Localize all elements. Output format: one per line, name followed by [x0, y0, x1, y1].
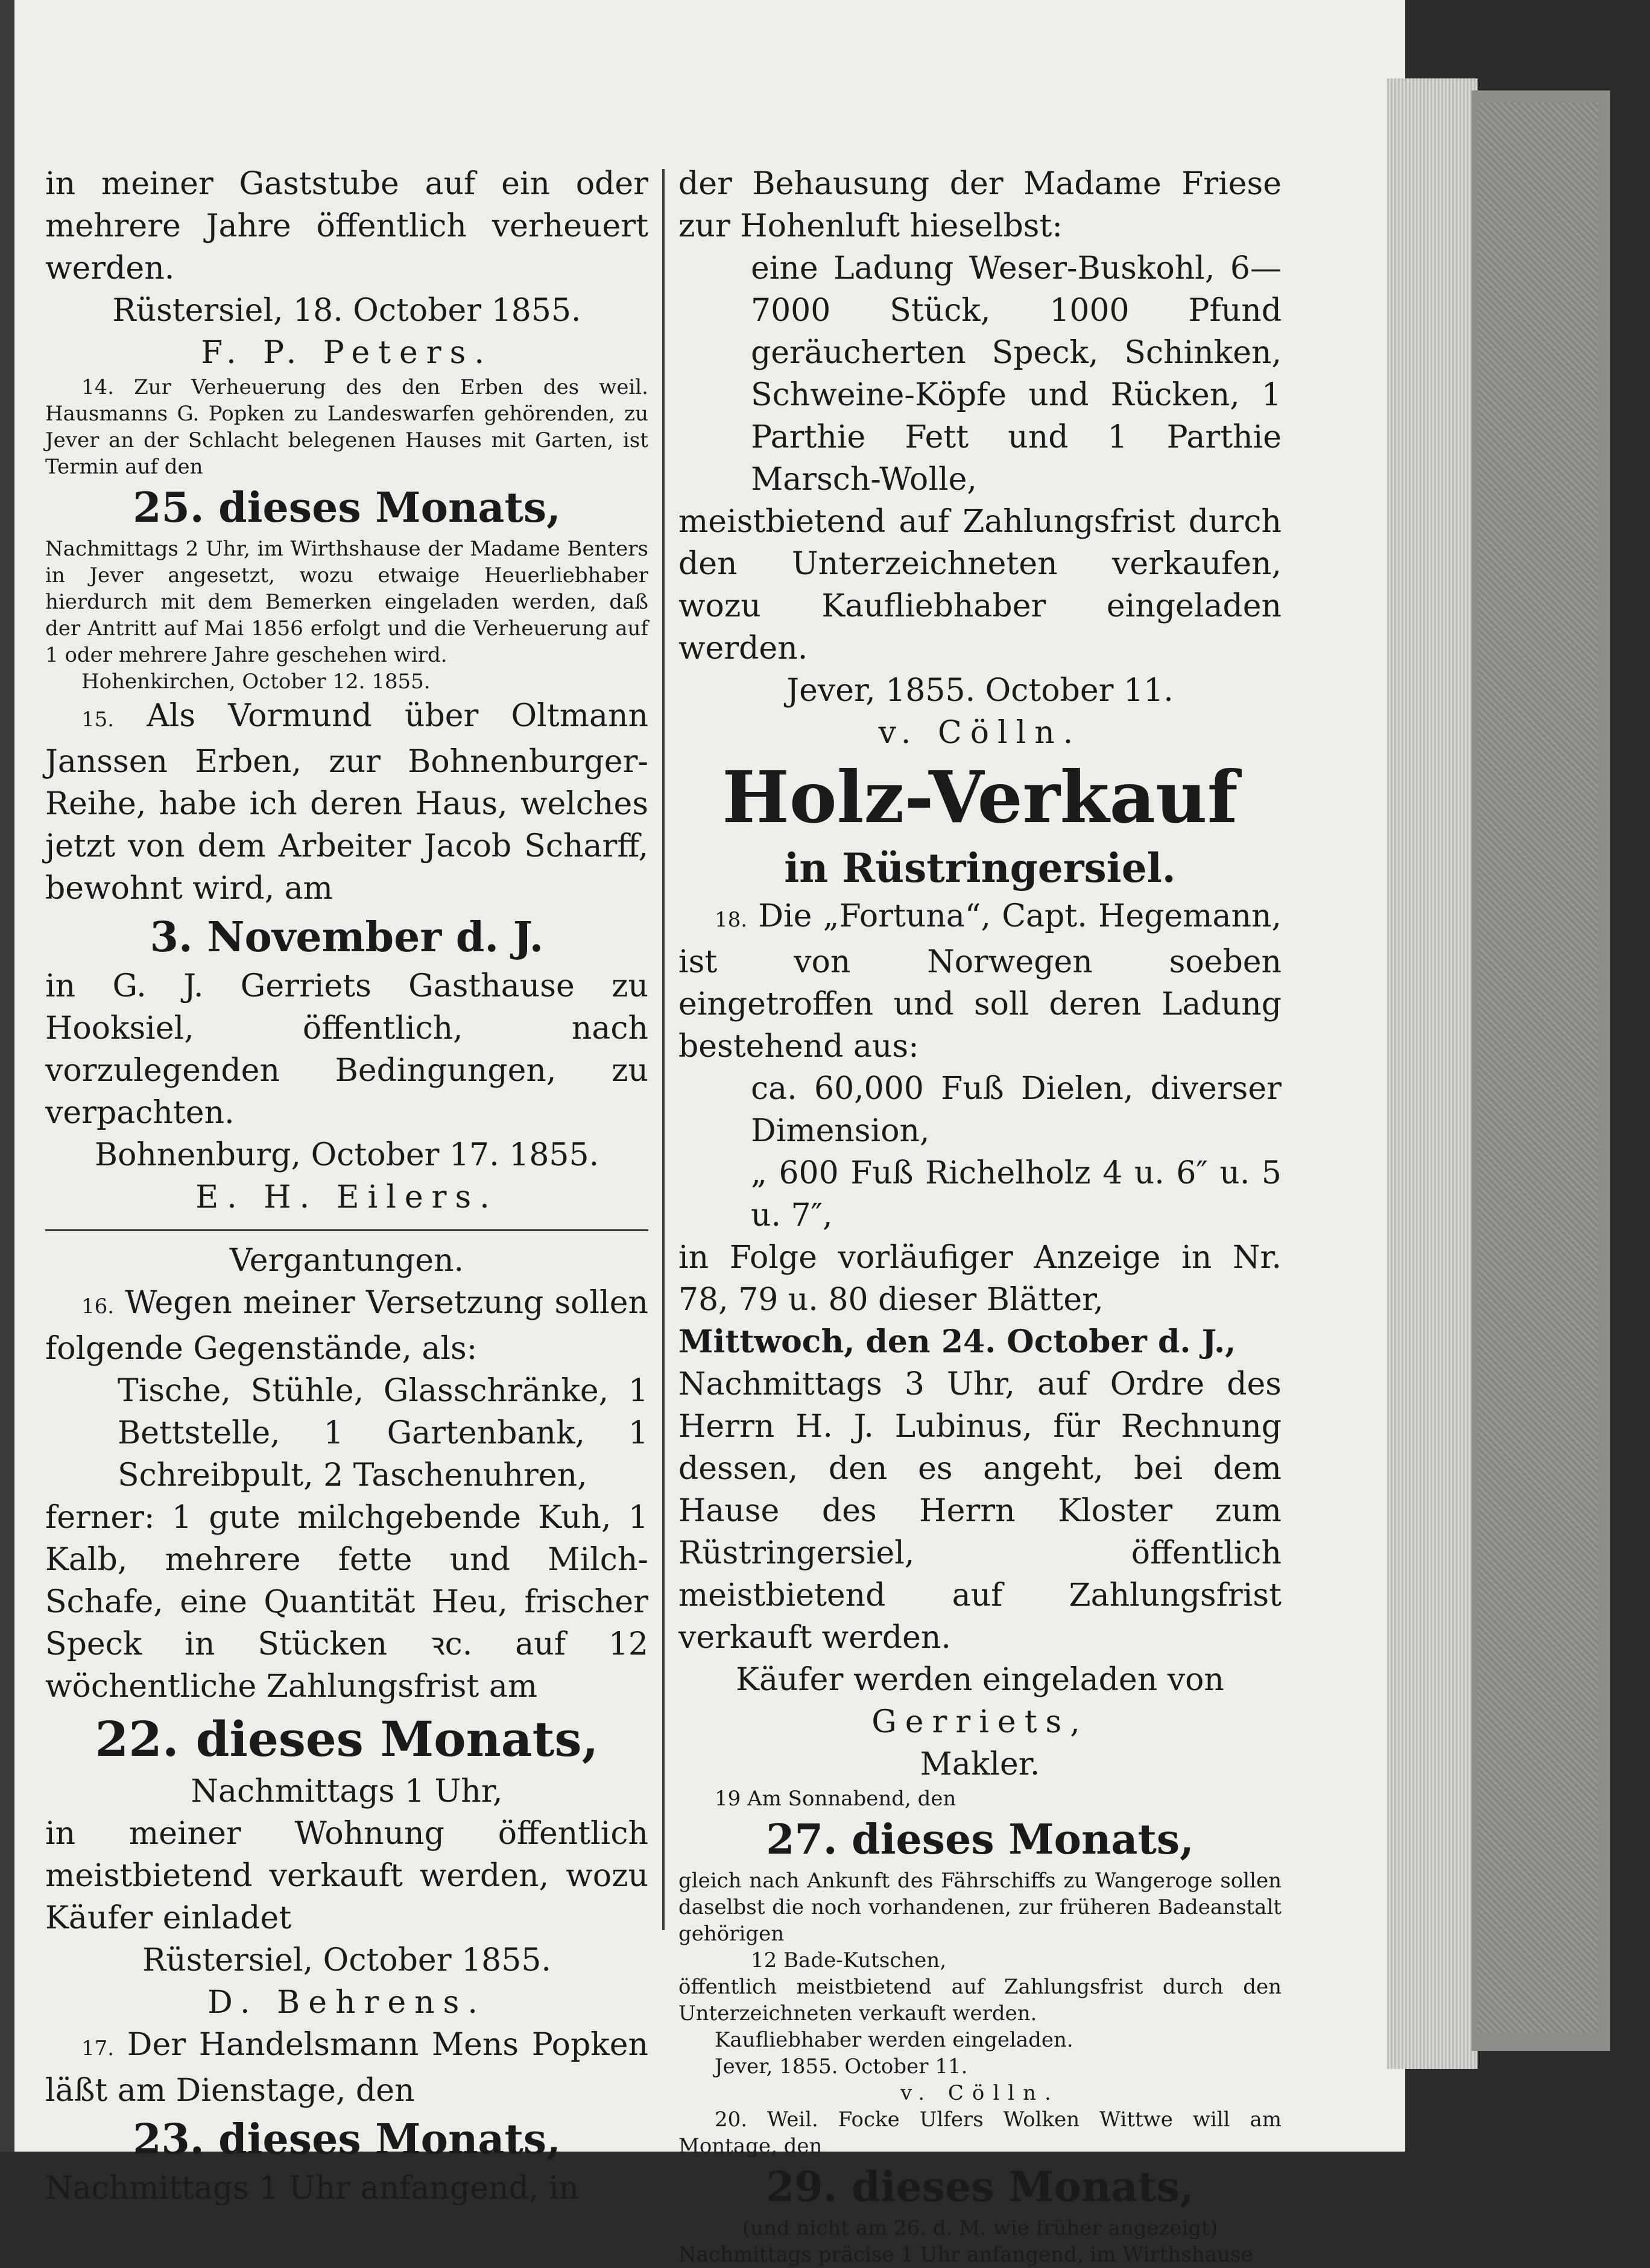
section-divider [45, 1229, 648, 1231]
ad-19-signature: v. Cölln. [900, 2081, 1060, 2105]
ad-15-signature: E. H. Eilers. [195, 1179, 498, 1215]
ad-13-place-date: Rüstersiel, 18. October 1855. [112, 293, 581, 329]
ad-16-number: 16. [81, 1294, 115, 1319]
ad-continuation-signature: v. Cölln. [878, 715, 1082, 751]
section-heading-vergantungen: Vergantungen. [229, 1243, 464, 1279]
ad-20-body-2: Nachmittags präcise 1 Uhr anfangend, im Wirthshause [678, 2243, 1253, 2267]
ad-19-place-date: Jever, 1855. October 11. [715, 2054, 968, 2079]
ad-15-body: Als Vormund über Oltmann Janssen Erben, zur Bohnenburger-Reihe, habe ich deren Haus, welches jetzt von dem Arbeiter Jacob Scharff, bewohnt wird, am [45, 698, 648, 907]
ad-14-body-2: Nachmittags 2 Uhr, im Wirthshause der Madame Benters in Jever angesetzt, wozu etwaige Heuerliebhaber hierdurch mit dem Bemerken eingeladen werden, daß der Antritt auf Mai 1856 erfolgt und die Verheuerung auf 1 oder mehrere Jahre geschehen wird. [45, 537, 648, 667]
ad-16-body-2: ferner: 1 gute milchgebende Kuh, 1 Kalb, mehrere fette und Milch-Schafe, eine Quantität Heu, frischer Speck in Stücken ꝛc. auf 12 wöchentliche Zahlungsfrist am [45, 1500, 648, 1705]
ad-17-body-2: Nachmittags 1 Uhr anfangend, in [45, 2170, 579, 2206]
ad-continuation-place-date: Jever, 1855. October 11. [786, 673, 1174, 709]
ad-19-invite: Kaufliebhaber werden eingeladen. [715, 2028, 1073, 2052]
ad-16-text [45, 1282, 648, 1370]
headline-holz-verkauf: Holz-Verkauf [722, 755, 1238, 839]
ad-20-number: 20. [715, 2108, 748, 2132]
ad-16-body-3: in meiner Wohnung öffentlich meistbietend verkauft werden, wozu Käufer einladet [45, 1816, 648, 1936]
ad-18-role: Makler. [920, 1746, 1040, 1782]
right-column [678, 163, 1282, 2267]
ad-continuation-friese: der Behausung der Madame Friese zur Hohenluft hieselbst: [678, 166, 1282, 244]
ad-19-body-2: gleich nach Ankunft des Fährschiffs zu Wangeroge sollen daselbst die noch vorhandenen, zur früheren Badeanstalt gehörigen [678, 1869, 1282, 1946]
ad-19-body: Am Sonnabend, den [747, 1787, 956, 1811]
ad-13-continuation: in meiner Gaststube auf ein oder mehrere Jahre öffentlich verheuert werden. [45, 166, 648, 287]
ad-16-place-date: Rüstersiel, October 1855. [142, 1942, 551, 1978]
ad-18-body: Die „Fortuna“, Capt. Hegemann, ist von Norwegen soeben eingetroffen und soll deren Ladung bestehend aus: [678, 898, 1282, 1065]
ad-15-date: 3. November d. J. [150, 913, 544, 961]
book-page-edges [1387, 78, 1478, 2069]
ad-15-number: 15. [81, 708, 115, 732]
ad-16-date: 22. dieses Monats, [95, 1711, 599, 1767]
ad-13-signature: F. P. Peters. [201, 335, 493, 371]
column-divider [662, 169, 665, 1930]
ad-19-item: 12 Bade-Kutschen, [751, 1948, 947, 1972]
ad-20-note: (und nicht am 26. d. M. wie früher angezeigt) [742, 2216, 1218, 2240]
ad-16-body: Wegen meiner Versetzung sollen folgende Gegenstände, als: [45, 1285, 648, 1367]
ad-20-date: 29. dieses Monats, [766, 2163, 1194, 2211]
ad-18-item-1: ca. 60,000 Fuß Dielen, diverser Dimension, [751, 1071, 1282, 1149]
ad-18-number: 18. [715, 908, 748, 932]
book-cover-texture [1478, 103, 1598, 2033]
ad-15-place-date: Bohnenburg, October 17. 1855. [94, 1137, 599, 1173]
ad-16-items: Tische, Stühle, Glasschränke, 1 Bettstelle, 1 Gartenbank, 1 Schreibpult, 2 Taschenuhren, [118, 1373, 648, 1494]
ad-20-text [678, 2106, 1282, 2159]
ad-17-date: 23. dieses Monats, [133, 2115, 561, 2164]
ad-continuation-body-2: meistbietend auf Zahlungsfrist durch den Unterzeichneten verkaufen, wozu Kaufliebhaber eingeladen werden. [678, 504, 1282, 667]
ad-14-number: 14. [81, 375, 115, 399]
ad-16-time: Nachmittags 1 Uhr, [191, 1773, 503, 1810]
ad-17-number: 17. [81, 2036, 115, 2061]
page-left-shadow [0, 0, 14, 2152]
ad-18-item-2: „ 600 Fuß Richelholz 4 u. 6″ u. 5 u. 7″, [751, 1155, 1282, 1234]
ad-17-body: Der Handelsmann Mens Popken läßt am Dienstage, den [45, 2027, 649, 2109]
ad-19-number: 19 [715, 1787, 741, 1811]
ad-20-body: Weil. Focke Ulfers Wolken Wittwe will am Montage, den [678, 2108, 1282, 2158]
ad-18-body-3: Nachmittags 3 Uhr, auf Ordre des Herrn H. J. Lubinus, für Rechnung dessen, den es angeht, bei dem Hause des Herrn Kloster zum Rüstringersiel, öffentlich meistbietend auf Zahlungsfrist verkauft werden. [678, 1366, 1282, 1656]
ad-14-text [45, 374, 648, 480]
ad-18-signature: Gerriets, [871, 1704, 1089, 1740]
ad-16-signature: D. Behrens. [207, 1984, 486, 2021]
ad-14-place-date: Hohenkirchen, October 12. 1855. [81, 670, 431, 694]
headline-ruestringersiel: in Rüstringersiel. [784, 844, 1176, 892]
ad-14-date: 25. dieses Monats, [133, 484, 561, 532]
ad-19-date: 27. dieses Monats, [766, 1816, 1194, 1864]
ad-15-text [45, 695, 648, 910]
ad-continuation-items: eine Ladung Weser-Buskohl, 6—7000 Stück, 1000 Pfund geräucherten Speck, Schinken, Schweine-Köpfe und Rücken, 1 Parthie Fett und 1 Parthie Marsch-Wolle, [751, 250, 1282, 498]
left-column [45, 163, 649, 2206]
ad-18-invite: Käufer werden eingeladen von [736, 1662, 1224, 1698]
ad-19-text [678, 1785, 1282, 1812]
ad-18-text [678, 895, 1282, 1068]
ad-17-text [45, 2024, 648, 2112]
ad-18-date: Mittwoch, den 24. October d. J., [678, 1323, 1236, 1360]
ad-14-body: Zur Verheuerung des den Erben des weil. Hausmanns G. Popken zu Landeswarfen gehörenden, zu Jever an der Schlacht belegenen Hauses mit Garten, ist Termin auf den [45, 375, 648, 479]
ad-18-body-2: in Folge vorläufiger Anzeige in Nr. 78, 79 u. 80 dieser Blätter, [678, 1240, 1282, 1318]
ad-19-body-3: öffentlich meistbietend auf Zahlungsfrist durch den Unterzeichneten verkauft werden. [678, 1975, 1282, 2026]
ad-15-body-2: in G. J. Gerriets Gasthause zu Hooksiel, öffentlich, nach vorzulegenden Bedingungen, zu verpachten. [45, 968, 648, 1131]
